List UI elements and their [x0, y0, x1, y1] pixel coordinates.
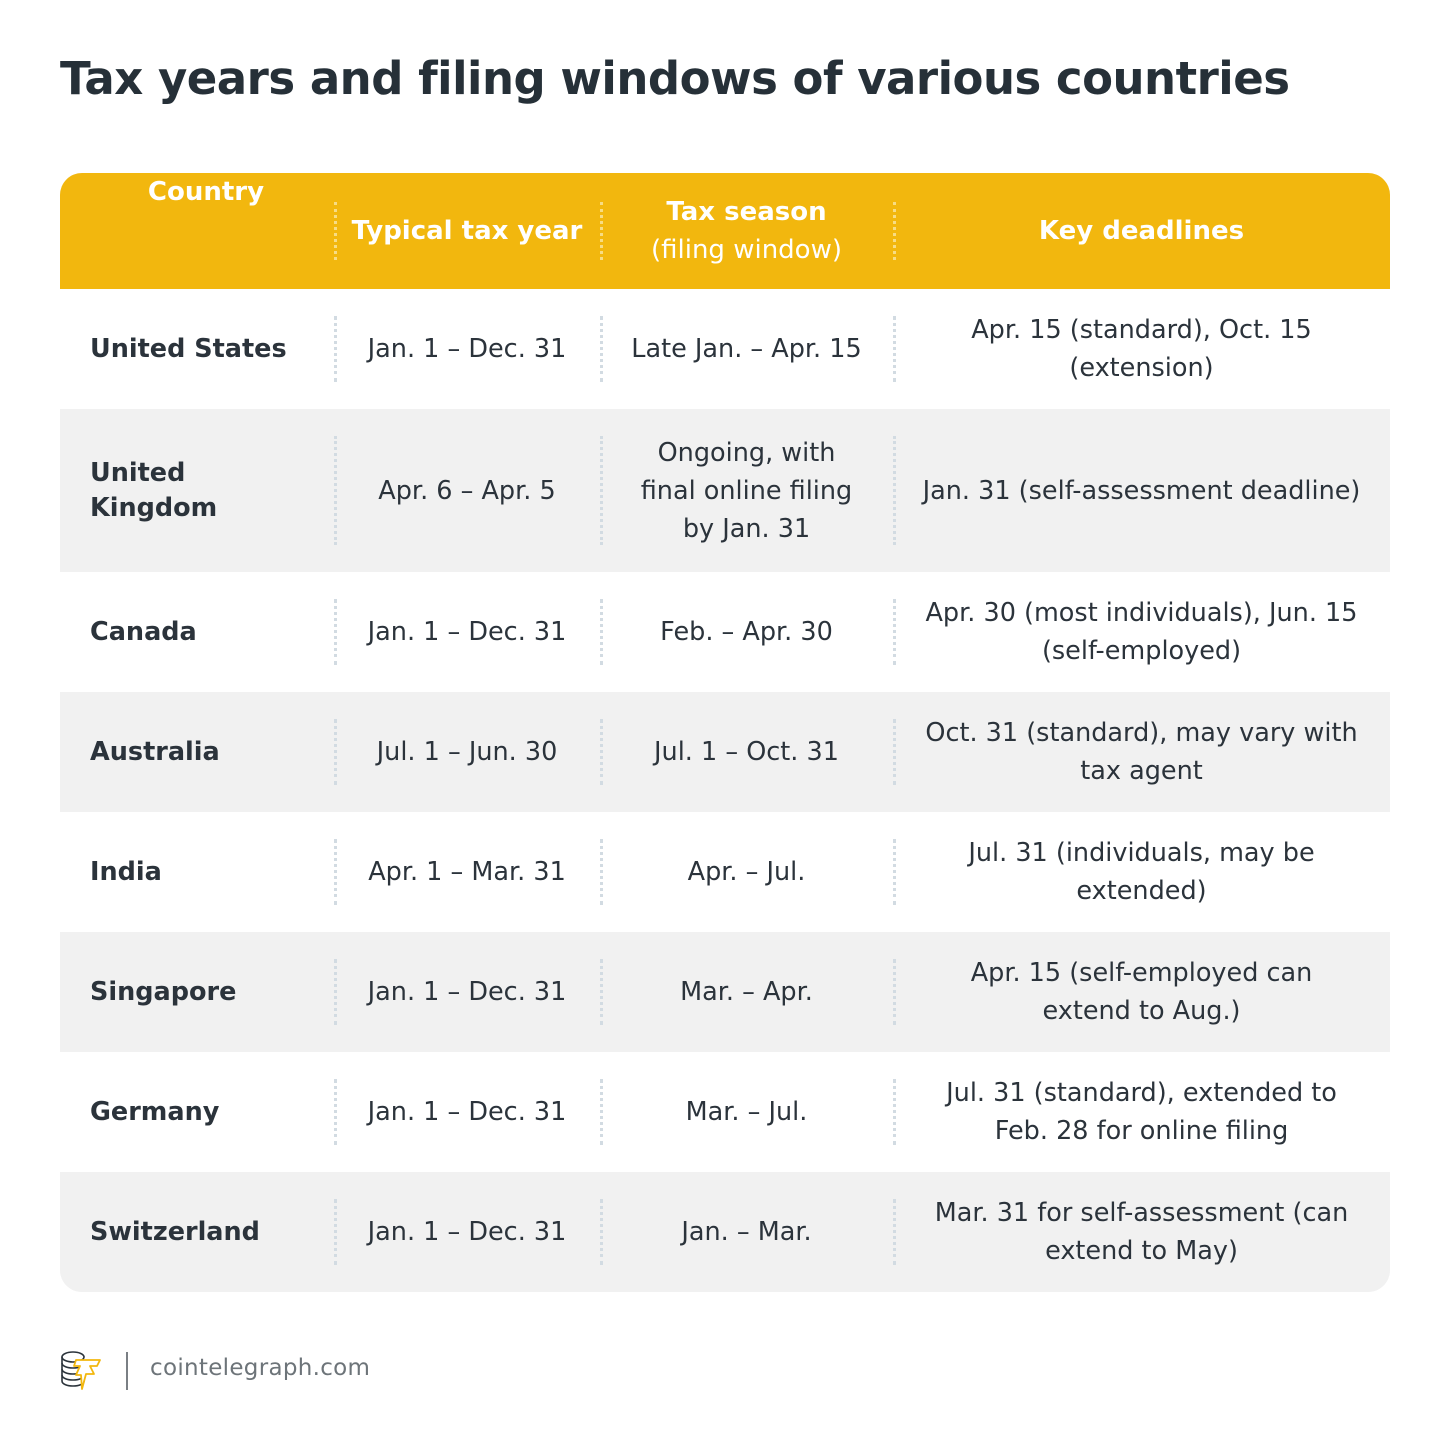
cell-tax-year-text: Jul. 1 – Jun. 30	[376, 737, 558, 767]
table-row	[60, 409, 1390, 572]
header-country-label: Country	[147, 177, 265, 207]
cell-tax-year	[334, 572, 600, 692]
cell-tax-year-text: Jan. 1 – Dec. 31	[367, 1217, 567, 1247]
cell-tax-year	[334, 409, 600, 572]
column-divider	[334, 202, 337, 260]
column-divider	[334, 599, 337, 665]
cell-tax-year-text: Jan. 1 – Dec. 31	[367, 977, 567, 1007]
cell-deadlines-text: Apr. 30 (most individuals), Jun. 15 (self-employed)	[925, 598, 1358, 666]
cell-tax-season	[600, 409, 893, 572]
column-divider	[334, 1199, 337, 1265]
cell-tax-season	[600, 289, 893, 409]
header-deadlines	[893, 173, 1390, 289]
cell-tax-season	[600, 572, 893, 692]
column-divider	[600, 839, 603, 905]
cell-tax-season-text: Jan. – Mar.	[681, 1217, 812, 1247]
cell-tax-year	[334, 932, 600, 1052]
header-country	[60, 173, 334, 289]
column-divider	[893, 839, 896, 905]
header-tax-season-label: Tax season	[666, 197, 827, 227]
column-divider	[600, 599, 603, 665]
column-divider	[893, 1079, 896, 1145]
cell-tax-season-text: Mar. – Jul.	[685, 1097, 808, 1127]
column-divider	[893, 316, 896, 382]
cell-country: Singapore	[90, 976, 237, 1007]
column-divider	[893, 599, 896, 665]
column-divider	[334, 719, 337, 785]
cell-tax-season-text: Feb. – Apr. 30	[660, 617, 833, 647]
cell-deadlines	[893, 1172, 1390, 1292]
table-row	[60, 692, 1390, 812]
column-divider	[334, 436, 337, 545]
tax-table	[60, 173, 1390, 1292]
cell-tax-year-text: Jan. 1 – Dec. 31	[367, 1097, 567, 1127]
column-divider	[334, 316, 337, 382]
site-url: cointelegraph.com	[150, 1355, 371, 1381]
cell-deadlines-text: Mar. 31 for self-assessment (can extend to May)	[934, 1198, 1349, 1266]
header-tax-year-label: Typical tax year	[351, 216, 583, 246]
header-deadlines-label: Key deadlines	[1038, 216, 1245, 246]
cell-country: United States	[90, 333, 287, 364]
table-row	[60, 1172, 1390, 1292]
cell-tax-year-text: Apr. 6 – Apr. 5	[378, 475, 556, 506]
cell-deadlines	[893, 812, 1390, 932]
cell-deadlines-text: Apr. 15 (self-employed can extend to Aug.)	[970, 958, 1313, 1026]
cell-tax-season-text: Mar. – Apr.	[680, 977, 813, 1007]
column-divider	[600, 316, 603, 382]
table-row	[60, 289, 1390, 409]
column-divider	[334, 839, 337, 905]
header-tax-year	[334, 173, 600, 289]
column-divider	[893, 1199, 896, 1265]
cell-tax-season-text: Jul. 1 – Oct. 31	[654, 737, 839, 767]
cell-tax-season	[600, 812, 893, 932]
cell-tax-year-text: Apr. 1 – Mar. 31	[368, 857, 566, 887]
header-tax-season-sublabel: (filing window)	[650, 235, 842, 265]
cell-deadlines-text: Jul. 31 (standard), extended to Feb. 28 for online filing	[946, 1078, 1337, 1146]
cell-deadlines-text: Oct. 31 (standard), may vary with tax agent	[925, 718, 1358, 786]
column-divider	[893, 959, 896, 1025]
cell-tax-season-text: Apr. – Jul.	[687, 857, 806, 887]
column-divider	[893, 202, 896, 260]
column-divider	[334, 959, 337, 1025]
cell-tax-year	[334, 692, 600, 812]
cell-deadlines-text: Jul. 31 (individuals, may be extended)	[968, 838, 1315, 906]
cell-deadlines-text: Apr. 15 (standard), Oct. 15 (extension)	[971, 315, 1312, 383]
footer-divider	[126, 1352, 128, 1390]
cell-country: Switzerland	[90, 1216, 260, 1247]
column-divider	[893, 436, 896, 545]
cell-tax-year	[334, 812, 600, 932]
cell-deadlines	[893, 692, 1390, 812]
cell-deadlines	[893, 1052, 1390, 1172]
cell-country: Germany	[90, 1096, 220, 1127]
cell-tax-year-text: Jan. 1 – Dec. 31	[367, 617, 567, 647]
cell-country: Australia	[90, 736, 220, 767]
cell-tax-year-text: Jan. 1 – Dec. 31	[367, 334, 567, 364]
cell-tax-year	[334, 289, 600, 409]
cell-country: India	[90, 856, 162, 887]
column-divider	[334, 1079, 337, 1145]
column-divider	[600, 719, 603, 785]
table-row	[60, 1052, 1390, 1172]
cell-tax-season-text: Ongoing, with final online filing by Jan. 31	[640, 437, 853, 544]
column-divider	[600, 959, 603, 1025]
cell-country: United Kingdom	[90, 457, 218, 523]
cell-country: Canada	[90, 616, 197, 647]
table-header-row	[60, 173, 1390, 289]
cell-tax-season	[600, 932, 893, 1052]
column-divider	[893, 719, 896, 785]
cell-deadlines	[893, 409, 1390, 572]
cell-tax-season	[600, 692, 893, 812]
cell-deadlines	[893, 932, 1390, 1052]
header-tax-season	[600, 173, 893, 289]
cell-tax-year	[334, 1172, 600, 1292]
column-divider	[600, 202, 603, 260]
cell-deadlines-text: Jan. 31 (self-assessment deadline)	[922, 475, 1361, 506]
table-row	[60, 572, 1390, 692]
cell-deadlines	[893, 572, 1390, 692]
cell-tax-season-text: Late Jan. – Apr. 15	[631, 334, 862, 364]
cointelegraph-logo-icon	[60, 1349, 104, 1391]
page-title: Tax years and filing windows of various countries	[60, 52, 1290, 105]
column-divider	[600, 1199, 603, 1265]
column-divider	[600, 1079, 603, 1145]
column-divider	[600, 436, 603, 545]
cell-tax-season	[600, 1052, 893, 1172]
table-row	[60, 812, 1390, 932]
cell-deadlines	[893, 289, 1390, 409]
table-row	[60, 932, 1390, 1052]
cell-tax-year	[334, 1052, 600, 1172]
cell-tax-season	[600, 1172, 893, 1292]
